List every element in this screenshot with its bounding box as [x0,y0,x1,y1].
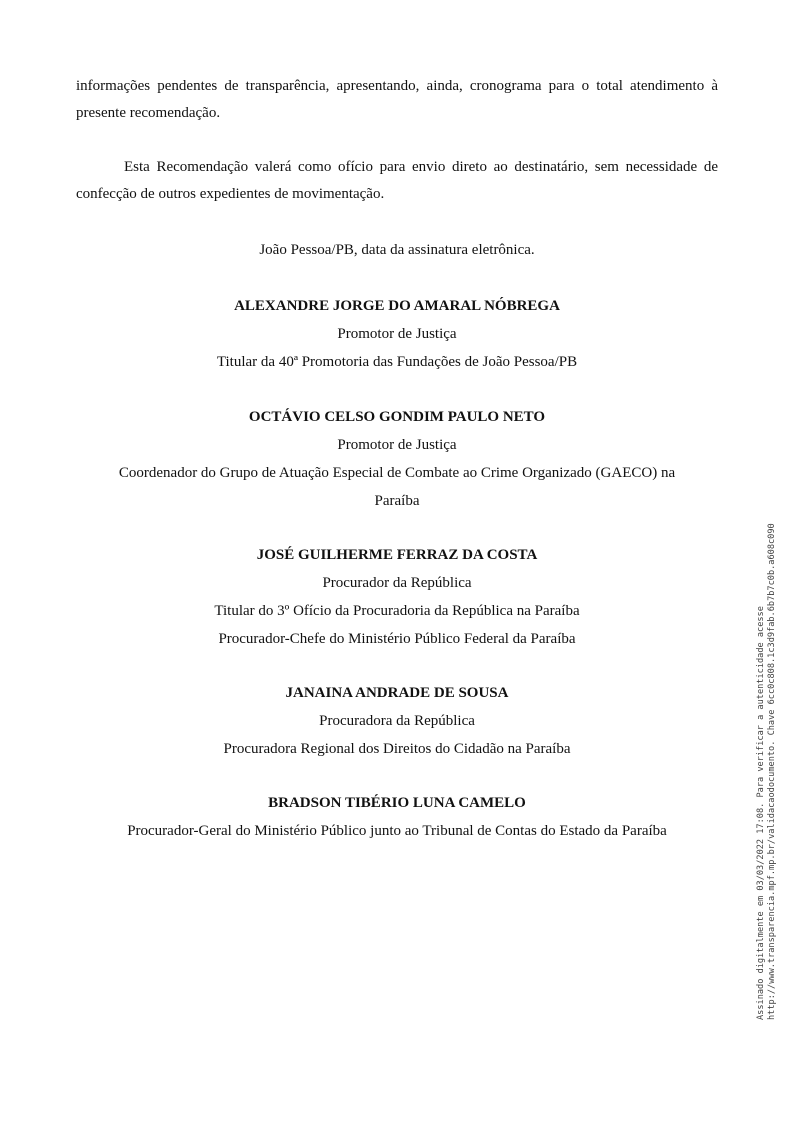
signatory-role: Procurador da República [322,575,472,591]
electronic-signature-stamp [756,400,778,1020]
paragraph-2: Esta Recomendação valerá como ofício para envio direto ao destinatário, sem necessidade de confecção de outros expedientes de movimentação. [76,159,718,202]
signatory-role: Procuradora da República [319,713,475,729]
signatory-role: Coordenador do Grupo de Atuação Especial de Combate ao Crime Organizado (GAECO) na [118,465,676,481]
signatory-block [76,541,718,653]
signatory-role: Titular do 3º Ofício da Procuradoria da República na Paraíba [214,603,580,619]
signatory-block [76,789,718,845]
stamp-line: Assinado digitalmente em 03/03/2022 17:08. Para verificar a autenticidade acesse [756,606,766,1020]
signatory-name: JOSÉ GUILHERME FERRAZ DA COSTA [256,547,538,563]
signatory-name: BRADSON TIBÉRIO LUNA CAMELO [268,795,526,811]
signatory-block [76,679,718,763]
stamp-line: http://www.transparencia.mpf.mp.br/validacaodocumento. Chave 6cc0c808.1c3d9fab.6b7b7c0b.a608c090 [767,523,777,1020]
place-and-date: João Pessoa/PB, data da assinatura eletrônica. [259,242,535,258]
signatory-role: Promotor de Justiça [337,326,457,342]
paragraph-1: informações pendentes de transparência, apresentando, ainda, cronograma para o total atendimento à presente recomendação. [76,78,718,121]
signatory-name: OCTÁVIO CELSO GONDIM PAULO NETO [248,409,546,425]
signatory-role: Procuradora Regional dos Direitos do Cidadão na Paraíba [223,741,571,757]
signatory-role: Paraíba [374,493,420,509]
signatory-role: Procurador-Geral do Ministério Público junto ao Tribunal de Contas do Estado da Paraíba [127,823,667,839]
signatory-role: Titular da 40ª Promotoria das Fundações de João Pessoa/PB [216,354,578,370]
signatory-name: JANAINA ANDRADE DE SOUSA [285,685,509,701]
signatory-role: Procurador-Chefe do Ministério Público Federal da Paraíba [218,631,576,647]
signatory-block [76,292,718,376]
signatory-name: ALEXANDRE JORGE DO AMARAL NÓBREGA [234,298,560,314]
signatory-role: Promotor de Justiça [337,437,457,453]
signatory-block [76,403,718,515]
